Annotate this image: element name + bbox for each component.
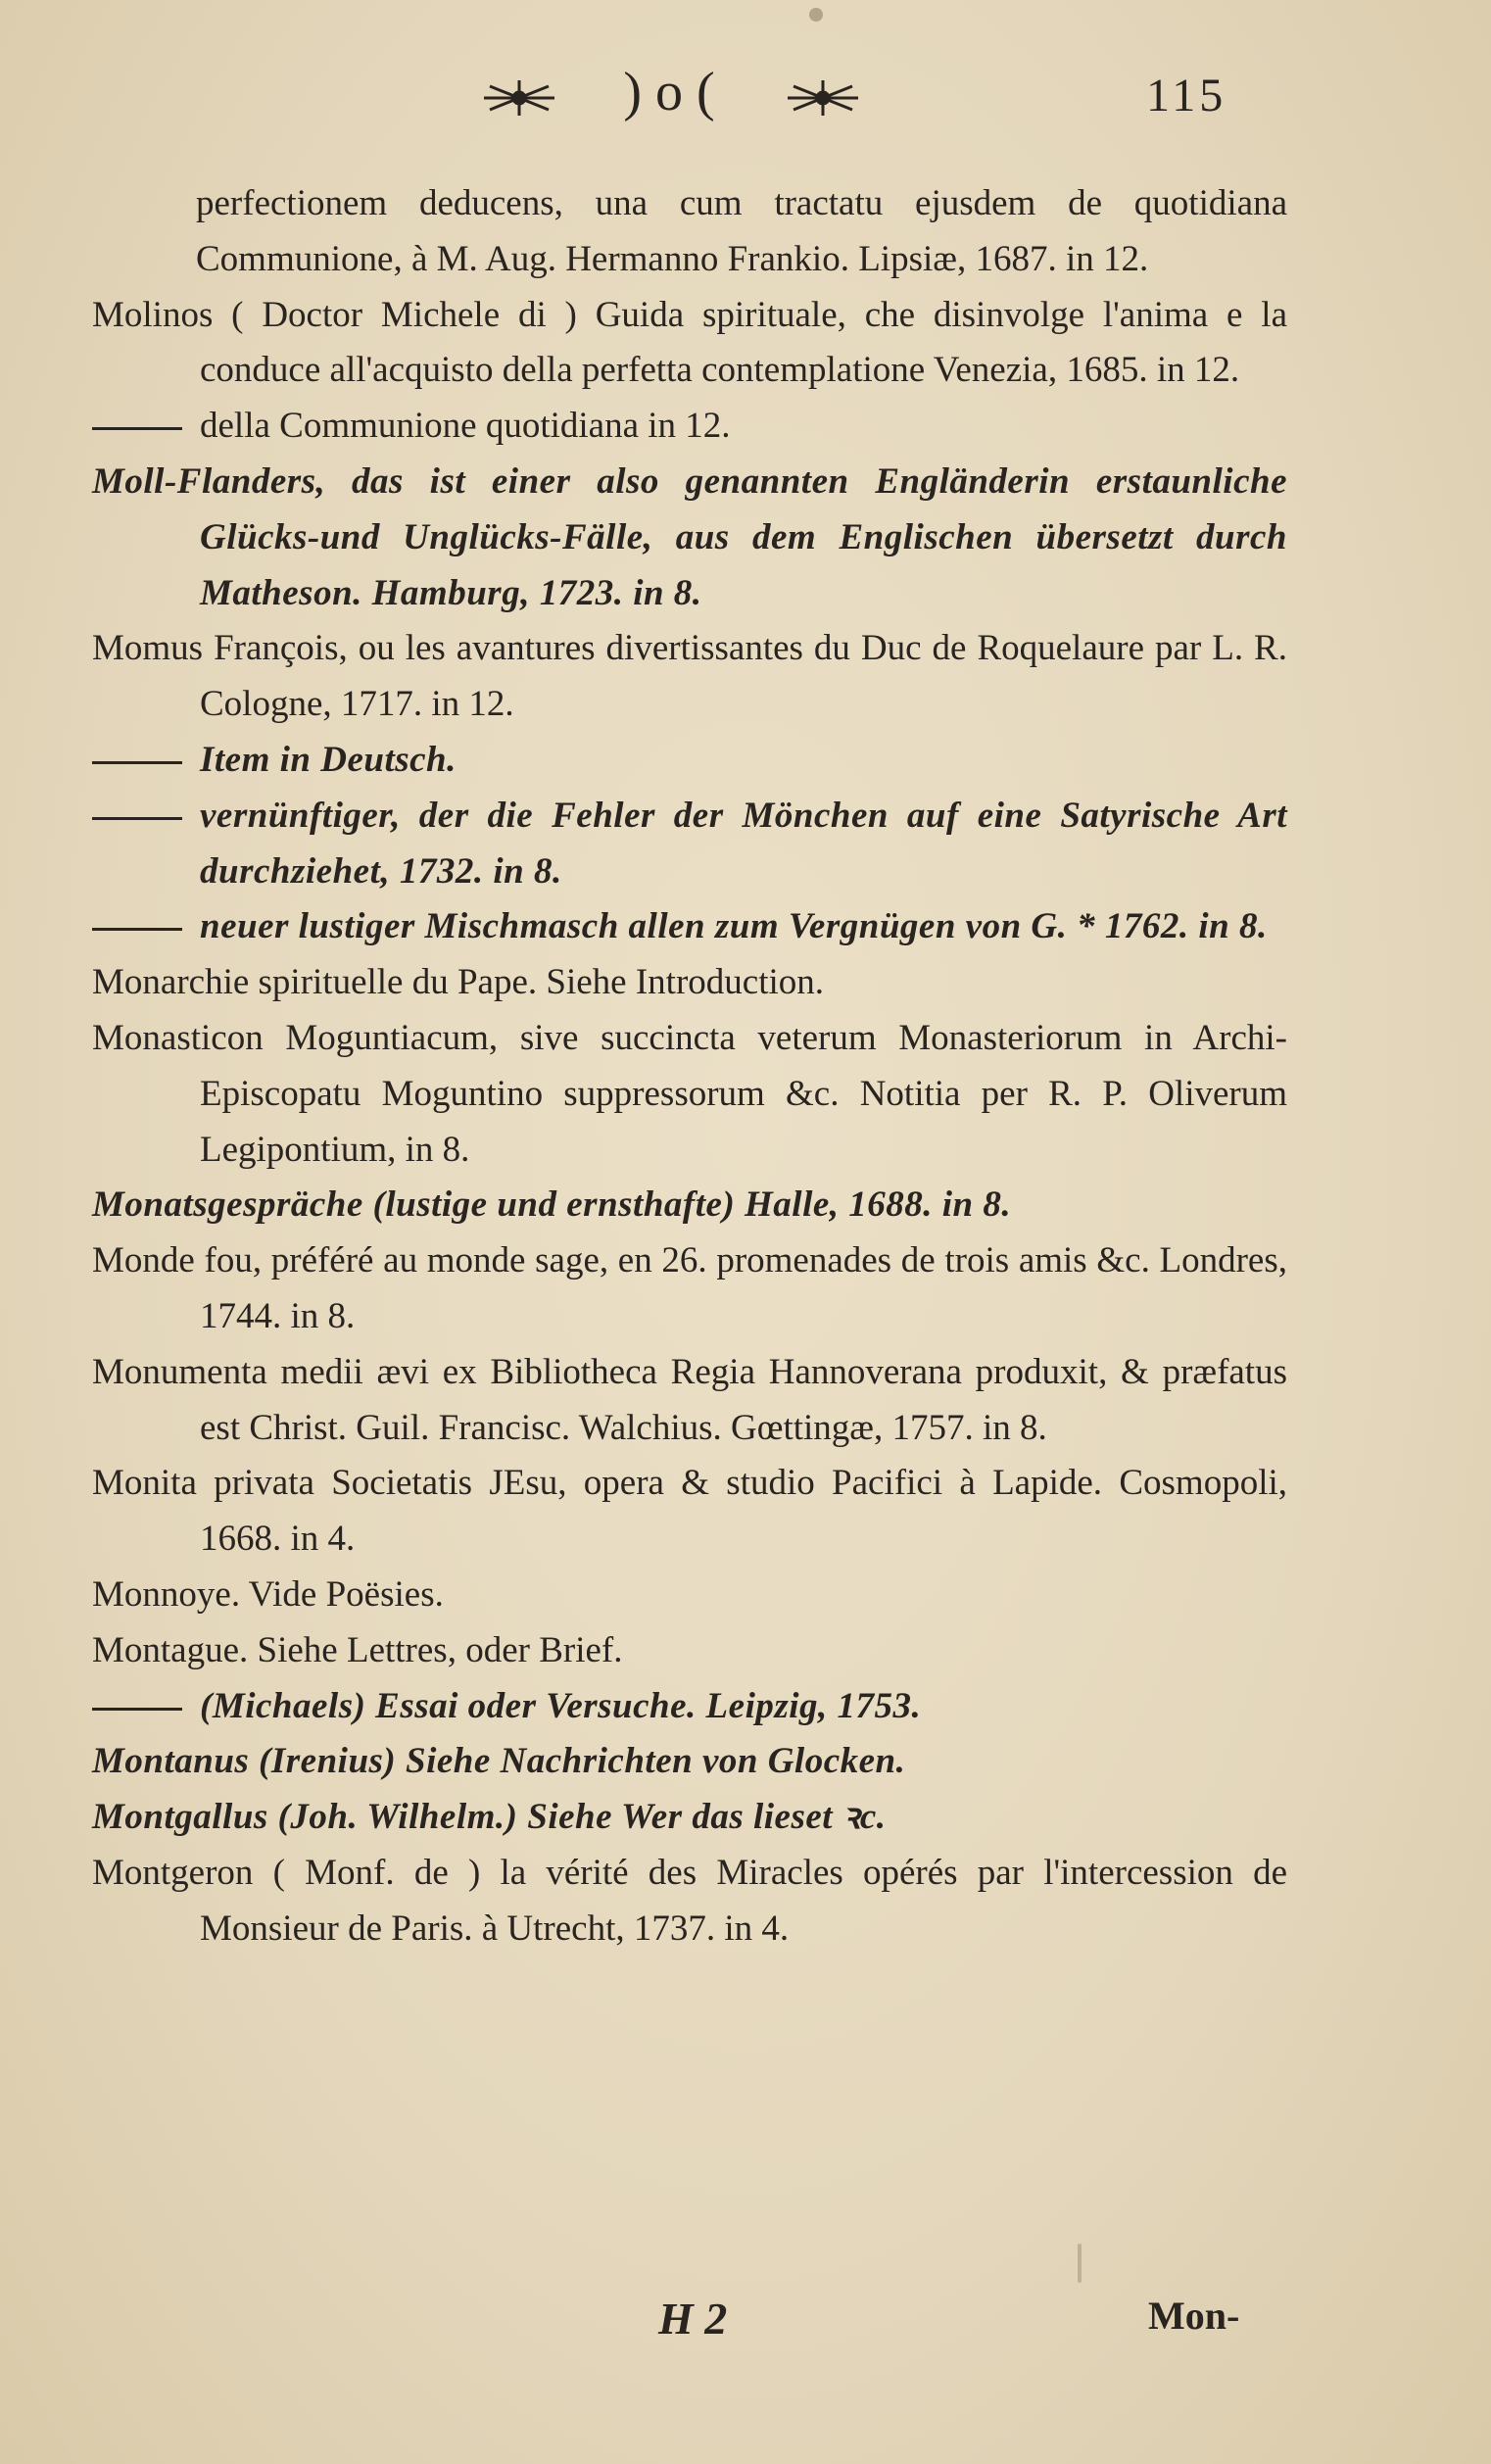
catalogue-entry-continuation — [92, 733, 1287, 789]
floral-ornament-icon — [784, 76, 862, 120]
catalogue-entry-continuation — [92, 399, 1287, 455]
catalogue-entry-carryover — [92, 176, 1287, 288]
catalogue-entry — [92, 1623, 1287, 1679]
entry-text: Monasticon Moguntiacum, sive succincta veterum Monasteriorum in Archi-Episcopatu Moguntino suppressorum &c. Notitia per R. P. Oliverum Legipontium, in 8. — [92, 1017, 1287, 1170]
entry-text: Momus François, ou les avantures divertissantes du Duc de Roquelaure par L. R. Cologne, 1717. in 12. — [92, 628, 1287, 725]
catalogue-entry — [92, 288, 1287, 400]
ditto-rule — [92, 928, 182, 931]
floral-ornament-icon — [480, 76, 558, 120]
signature-mark: H 2 — [658, 2294, 728, 2343]
entry-text: Monita privata Societatis JEsu, opera & studio Pacifici à Lapide. Cosmopoli, 1668. in 4. — [92, 1463, 1287, 1560]
catalogue-entry — [92, 1345, 1287, 1457]
catalogue-entry — [92, 1846, 1287, 1957]
catalogue-entry-continuation — [92, 899, 1287, 955]
entry-text: (Michaels) Essai oder Versuche. Leipzig, 1753. — [200, 1685, 922, 1726]
catalogue-entry — [92, 1790, 1287, 1846]
entry-text: Monde fou, préféré au monde sage, en 26. promenades de trois amis &c. Londres, 1744. in 8. — [92, 1240, 1287, 1336]
entry-text: neuer lustiger Mischmasch allen zum Vergnügen von G. * 1762. in 8. — [200, 906, 1268, 947]
entry-text: Monatsgespräche (lustige und ernsthafte) Halle, 1688. in 8. — [92, 1184, 1012, 1226]
catalogue-entry — [92, 1178, 1287, 1233]
entry-text: Monarchie spirituelle du Pape. Siehe Introduction. — [92, 962, 825, 1003]
entry-text: Montgallus (Joh. Wilhelm.) Siehe Wer das lieset ꝛc. — [92, 1797, 887, 1838]
catalogue-entry — [92, 1734, 1287, 1790]
entry-text: Montgeron ( Monf. de ) la vérité des Miracles opérés par l'intercession de Monsieur de Paris. à Utrecht, 1737. in 4. — [92, 1852, 1287, 1949]
catalogue-entry — [92, 455, 1287, 621]
page-number: 115 — [1146, 70, 1227, 121]
entry-text: Molinos ( Doctor Michele di ) Guida spirituale, che disinvolge l'anima e la conduce all'acquisto della perfetta contemplatione Venezia, 1685. in 12. — [92, 294, 1287, 391]
catalogue-entry — [92, 1568, 1287, 1623]
catchword: Mon- — [1148, 2294, 1240, 2338]
catalogue-entries — [92, 176, 1287, 1957]
ditto-rule — [92, 1708, 182, 1711]
ink-spot — [1078, 2244, 1082, 2283]
entry-text: Montague. Siehe Lettres, oder Brief. — [92, 1629, 623, 1670]
entry-text: Monnoye. Vide Poësies. — [92, 1573, 444, 1615]
entry-text: Montanus (Irenius) Siehe Nachrichten von Glocken. — [92, 1741, 906, 1782]
entry-text: Monumenta medii ævi ex Bibliotheca Regia Hannoverana produxit, & præfatus est Christ. Guil. Francisc. Walchius. Gœttingæ, 1757. in 8. — [92, 1351, 1287, 1448]
catalogue-entry — [92, 1233, 1287, 1345]
ditto-rule — [92, 427, 182, 430]
head-ornament-center: )o( — [623, 62, 729, 122]
catalogue-entry — [92, 955, 1287, 1011]
entry-text: perfectionem deducens, una cum tractatu ejusdem de quotidiana Communione, à M. Aug. Hermanno Frankio. Lipsiæ, 1687. in 12. — [196, 183, 1287, 279]
catalogue-entry — [92, 1456, 1287, 1568]
catalogue-entry — [92, 621, 1287, 733]
catalogue-entry — [92, 1011, 1287, 1178]
ditto-rule — [92, 761, 182, 764]
ink-spot — [809, 8, 823, 22]
entry-text: vernünftiger, der die Fehler der Mönchen auf eine Satyrische Art durchziehet, 1732. in 8. — [200, 795, 1287, 892]
catalogue-entry-continuation — [92, 1679, 1287, 1735]
entry-text: Moll-Flanders, das ist einer also genannten Engländerin erstaunliche Glücks-und Unglücks-Fälle, aus dem Englischen übersetzt durch Matheson. Hamburg, 1723. in 8. — [92, 460, 1287, 613]
catalogue-entry-continuation — [92, 789, 1287, 900]
ditto-rule — [92, 817, 182, 820]
entry-text: Item in Deutsch. — [200, 739, 457, 780]
entry-text: della Communione quotidiana in 12. — [200, 406, 731, 447]
